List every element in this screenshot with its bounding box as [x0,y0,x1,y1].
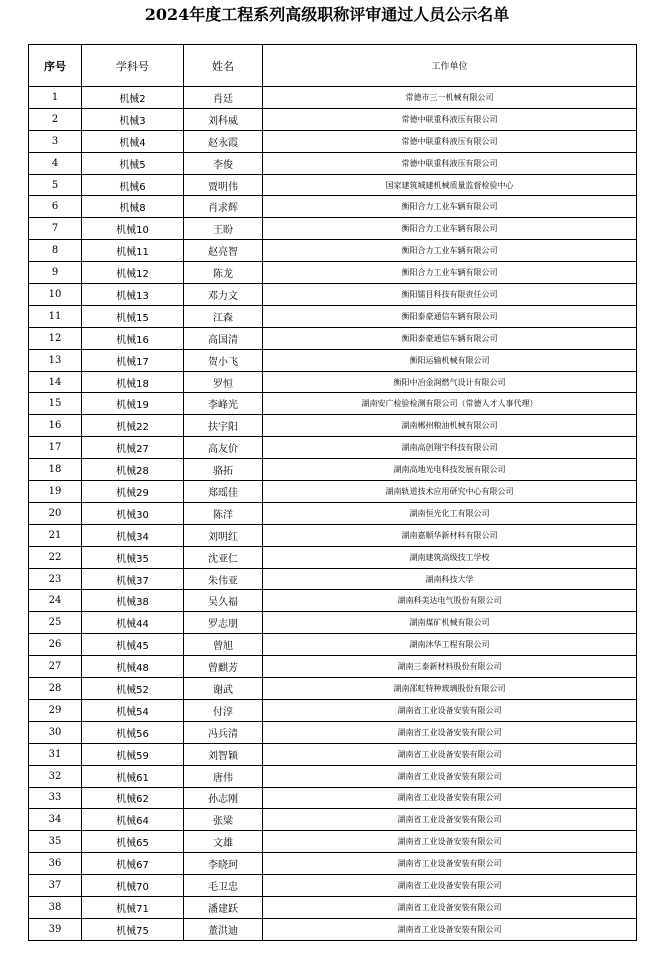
cell-no: 14 [29,371,82,393]
cell-name: 潘建跃 [184,896,263,918]
cell-name: 谢武 [184,678,263,700]
table-row [29,612,637,634]
table-row [29,831,637,853]
cell-unit: 湖南科技大学 [263,568,637,590]
table-row [29,305,637,327]
cell-unit: 湖南省工业设备安装有限公司 [263,875,637,897]
table-row [29,437,637,459]
cell-name: 王盼 [184,218,263,240]
cell-unit: 湖南省工业设备安装有限公司 [263,721,637,743]
cell-unit: 湖南高地光电科技发展有限公司 [263,459,637,481]
table-row [29,765,637,787]
cell-name: 李峰光 [184,393,263,415]
cell-subject: 机械16 [82,327,184,349]
cell-no: 29 [29,699,82,721]
cell-unit: 衡阳泰豪通信车辆有限公司 [263,305,637,327]
table-row [29,634,637,656]
cell-no: 7 [29,218,82,240]
cell-no: 1 [29,87,82,109]
table-row [29,87,637,109]
cell-name: 毛卫忠 [184,875,263,897]
cell-name: 陈龙 [184,262,263,284]
table-row [29,590,637,612]
cell-name: 刘智颖 [184,743,263,765]
table-row [29,546,637,568]
cell-unit: 湖南建筑高级技工学校 [263,546,637,568]
cell-no: 39 [29,918,82,940]
cell-name: 江森 [184,305,263,327]
cell-subject: 机械65 [82,831,184,853]
cell-no: 11 [29,305,82,327]
cell-name: 曾麒芳 [184,656,263,678]
cell-subject: 机械59 [82,743,184,765]
cell-unit: 衡阳中冶金润燃气设计有限公司 [263,371,637,393]
cell-no: 19 [29,481,82,503]
cell-subject: 机械35 [82,546,184,568]
cell-no: 16 [29,415,82,437]
cell-unit: 常德市三一机械有限公司 [263,87,637,109]
cell-no: 21 [29,524,82,546]
table-row [29,896,637,918]
cell-subject: 机械2 [82,87,184,109]
cell-subject: 机械22 [82,415,184,437]
cell-no: 25 [29,612,82,634]
cell-name: 文雄 [184,831,263,853]
cell-name: 陈洋 [184,502,263,524]
cell-subject: 机械13 [82,284,184,306]
cell-subject: 机械5 [82,152,184,174]
cell-subject: 机械27 [82,437,184,459]
cell-no: 10 [29,284,82,306]
table-row [29,699,637,721]
cell-unit: 湖南省工业设备安装有限公司 [263,809,637,831]
cell-unit: 湖南煤矿机械有限公司 [263,612,637,634]
table-row [29,743,637,765]
cell-no: 36 [29,853,82,875]
table-row [29,918,637,940]
table-row [29,656,637,678]
table-row [29,678,637,700]
table-row [29,459,637,481]
table-row [29,524,637,546]
cell-no: 5 [29,174,82,196]
cell-no: 27 [29,656,82,678]
table-row [29,809,637,831]
cell-unit: 常德中联重科液压有限公司 [263,152,637,174]
cell-subject: 机械12 [82,262,184,284]
cell-subject: 机械38 [82,590,184,612]
cell-no: 3 [29,130,82,152]
cell-no: 22 [29,546,82,568]
table-row [29,174,637,196]
table-row [29,130,637,152]
table-row [29,481,637,503]
cell-name: 骆拓 [184,459,263,481]
cell-name: 肖廷 [184,87,263,109]
cell-name: 沈亚仁 [184,546,263,568]
cell-name: 孙志刚 [184,787,263,809]
cell-name: 刘科威 [184,108,263,130]
table-row [29,327,637,349]
cell-unit: 衡阳合力工业车辆有限公司 [263,240,637,262]
table-row [29,152,637,174]
cell-subject: 机械54 [82,699,184,721]
cell-name: 李俊 [184,152,263,174]
table-row [29,284,637,306]
cell-unit: 湖南省工业设备安装有限公司 [263,831,637,853]
cell-subject: 机械28 [82,459,184,481]
cell-subject: 机械56 [82,721,184,743]
cell-no: 37 [29,875,82,897]
table-row [29,415,637,437]
cell-subject: 机械17 [82,349,184,371]
cell-unit: 湖南科美达电气股份有限公司 [263,590,637,612]
table-row [29,875,637,897]
table-row [29,108,637,130]
cell-subject: 机械75 [82,918,184,940]
cell-unit: 湖南三泰新材料股份有限公司 [263,656,637,678]
cell-no: 8 [29,240,82,262]
cell-subject: 机械64 [82,809,184,831]
cell-unit: 衡阳泰豪通信车辆有限公司 [263,327,637,349]
cell-subject: 机械62 [82,787,184,809]
cell-subject: 机械29 [82,481,184,503]
cell-no: 33 [29,787,82,809]
cell-name: 赵永霞 [184,130,263,152]
cell-subject: 机械45 [82,634,184,656]
cell-unit: 湖南恒光化工有限公司 [263,502,637,524]
cell-name: 赵亮智 [184,240,263,262]
cell-unit: 常德中联重科液压有限公司 [263,130,637,152]
cell-no: 2 [29,108,82,130]
cell-subject: 机械34 [82,524,184,546]
header-name: 姓名 [184,45,263,87]
cell-unit: 衡阳合力工业车辆有限公司 [263,196,637,218]
cell-name: 高友价 [184,437,263,459]
cell-unit: 湖南省工业设备安装有限公司 [263,896,637,918]
cell-name: 吴久福 [184,590,263,612]
cell-no: 12 [29,327,82,349]
table-row [29,502,637,524]
cell-subject: 机械10 [82,218,184,240]
table-row [29,721,637,743]
table-header-row [29,45,637,87]
cell-no: 28 [29,678,82,700]
cell-subject: 机械11 [82,240,184,262]
cell-no: 34 [29,809,82,831]
cell-name: 邓力文 [184,284,263,306]
cell-unit: 湖南省工业设备安装有限公司 [263,765,637,787]
cell-name: 贺小飞 [184,349,263,371]
table-row [29,393,637,415]
cell-no: 15 [29,393,82,415]
cell-subject: 机械18 [82,371,184,393]
table-row [29,240,637,262]
cell-unit: 湖南省工业设备安装有限公司 [263,787,637,809]
cell-name: 冯兵清 [184,721,263,743]
table-row [29,349,637,371]
cell-unit: 湖南郴州粮油机械有限公司 [263,415,637,437]
cell-no: 9 [29,262,82,284]
cell-no: 17 [29,437,82,459]
cell-name: 罗恒 [184,371,263,393]
cell-name: 刘明红 [184,524,263,546]
cell-unit: 湖南省工业设备安装有限公司 [263,918,637,940]
cell-unit: 湖南省工业设备安装有限公司 [263,853,637,875]
cell-subject: 机械67 [82,853,184,875]
cell-name: 曾旭 [184,634,263,656]
cell-name: 唐伟 [184,765,263,787]
cell-no: 26 [29,634,82,656]
table-row [29,787,637,809]
cell-no: 31 [29,743,82,765]
table-row [29,853,637,875]
cell-subject: 机械19 [82,393,184,415]
cell-name: 张粱 [184,809,263,831]
cell-subject: 机械52 [82,678,184,700]
cell-no: 6 [29,196,82,218]
cell-no: 4 [29,152,82,174]
cell-subject: 机械30 [82,502,184,524]
header-unit: 工作单位 [263,45,637,87]
cell-no: 30 [29,721,82,743]
cell-unit: 衡阳镭目科技有限责任公司 [263,284,637,306]
cell-unit: 衡阳运输机械有限公司 [263,349,637,371]
table-row [29,218,637,240]
cell-subject: 机械8 [82,196,184,218]
cell-no: 23 [29,568,82,590]
header-no: 序号 [29,45,82,87]
cell-subject: 机械71 [82,896,184,918]
cell-no: 20 [29,502,82,524]
cell-unit: 湖南省工业设备安装有限公司 [263,743,637,765]
page-title: 2024年度工程系列高级职称评审通过人员公示名单 [144,5,510,24]
cell-name: 付淳 [184,699,263,721]
cell-subject: 机械37 [82,568,184,590]
cell-subject: 机械70 [82,875,184,897]
cell-subject: 机械44 [82,612,184,634]
cell-no: 18 [29,459,82,481]
cell-name: 李晓珂 [184,853,263,875]
table-row [29,568,637,590]
cell-name: 朱伟亚 [184,568,263,590]
header-subject: 学科号 [82,45,184,87]
cell-name: 董洪迪 [184,918,263,940]
cell-unit: 湖南轨道技术应用研究中心有限公司 [263,481,637,503]
cell-name: 扶宇阳 [184,415,263,437]
table-row [29,371,637,393]
cell-no: 13 [29,349,82,371]
cell-unit: 衡阳合力工业车辆有限公司 [263,218,637,240]
cell-no: 35 [29,831,82,853]
table-row [29,196,637,218]
cell-unit: 国家建筑城建机械质量监督检验中心 [263,174,637,196]
cell-unit: 衡阳合力工业车辆有限公司 [263,262,637,284]
cell-unit: 湖南高创翔宇科技有限公司 [263,437,637,459]
cell-unit: 常德中联重科液压有限公司 [263,108,637,130]
cell-no: 32 [29,765,82,787]
cell-name: 郑瑶佳 [184,481,263,503]
results-table [28,44,637,941]
cell-subject: 机械61 [82,765,184,787]
cell-name: 贾明伟 [184,174,263,196]
cell-name: 肖求辉 [184,196,263,218]
cell-unit: 湖南沐华工程有限公司 [263,634,637,656]
cell-subject: 机械48 [82,656,184,678]
cell-subject: 机械6 [82,174,184,196]
cell-unit: 湖南省工业设备安装有限公司 [263,699,637,721]
cell-name: 罗志朋 [184,612,263,634]
cell-subject: 机械15 [82,305,184,327]
cell-subject: 机械4 [82,130,184,152]
cell-no: 38 [29,896,82,918]
cell-unit: 湖南安广检验检测有限公司（常德人才人事代理） [263,393,637,415]
cell-no: 24 [29,590,82,612]
cell-unit: 湖南嘉顺华新材料有限公司 [263,524,637,546]
cell-name: 高国清 [184,327,263,349]
cell-subject: 机械3 [82,108,184,130]
cell-unit: 湖南邵虹特种玻璃股份有限公司 [263,678,637,700]
table-row [29,262,637,284]
